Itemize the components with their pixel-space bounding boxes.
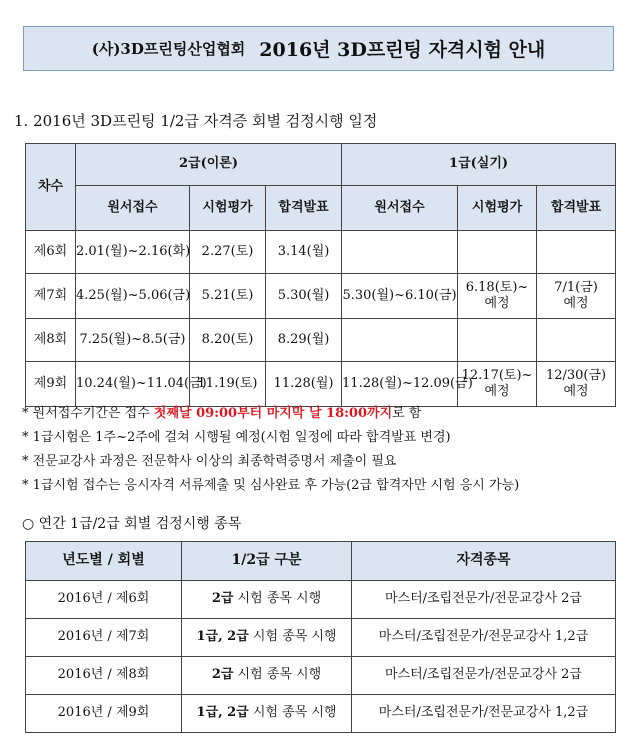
g1-result-cell: 12/30(금) 예정 [537, 362, 616, 407]
grade-cell [182, 619, 352, 657]
header-g1-apply: 원서접수 [342, 186, 458, 231]
round-cell: 제7회 [26, 274, 76, 319]
year-cell: 2016년 / 제9회 [26, 695, 182, 733]
note-item: * 1급시험 접수는 응시자격 서류제출 및 심사완료 후 가능(2급 합격자만 시험 응시 가능) [22, 478, 520, 493]
grade-rest: 시험 종목 시행 [248, 705, 337, 721]
g2-result-cell: 8.29(월) [266, 319, 342, 362]
g2-result-cell: 3.14(월) [266, 231, 342, 274]
grade-bold: 1급, 2급 [196, 629, 249, 645]
header-g1-result: 합격발표 [537, 186, 616, 231]
header-grade1: 1급(실기) [342, 144, 616, 186]
g2-result-cell: 11.28(월) [266, 362, 342, 407]
note-text: * 원서접수기간은 접수 [22, 406, 154, 421]
grade-bold: 2급 [211, 591, 234, 607]
association-name: (사)3D프린팅산업협회 [91, 40, 246, 58]
grade-cell [182, 581, 352, 619]
header-round: 차수 [26, 144, 76, 231]
g1-result-cell [537, 231, 616, 274]
g1-apply-cell [342, 319, 458, 362]
grade-cell [182, 695, 352, 733]
header-grade2: 2급(이론) [76, 144, 342, 186]
header-grade: 1/2급 구분 [182, 542, 352, 581]
grade-rest: 시험 종목 시행 [233, 591, 322, 607]
note-highlight: 첫째날 09:00부터 마지막 날 18:00까지 [153, 406, 393, 421]
g2-exam-cell: 2.27(토) [190, 231, 266, 274]
annual-table [25, 541, 616, 733]
g1-apply-cell [342, 231, 458, 274]
table-row [26, 274, 616, 319]
title-banner [23, 26, 614, 71]
page-title: 2016년 3D프린팅 자격시험 안내 [259, 39, 546, 61]
schedule-table [25, 143, 616, 407]
g2-apply-cell: 7.25(월)~8.5(금) [76, 319, 190, 362]
table-row [26, 362, 616, 407]
g1-apply-cell: 11.28(월)~12.09(금) [342, 362, 458, 407]
year-cell: 2016년 / 제6회 [26, 581, 182, 619]
g1-result-cell: 7/1(금) 예정 [537, 274, 616, 319]
year-cell: 2016년 / 제8회 [26, 657, 182, 695]
g1-exam-cell [458, 319, 537, 362]
header-g1-exam: 시험평가 [458, 186, 537, 231]
round-cell: 제8회 [26, 319, 76, 362]
note-item [22, 402, 519, 426]
section-heading-schedule: 1. 2016년 3D프린팅 1/2급 자격증 회별 검정시행 일정 [14, 112, 378, 130]
header-g2-exam: 시험평가 [190, 186, 266, 231]
table-row [26, 695, 616, 733]
grade-cell [182, 657, 352, 695]
grade-rest: 시험 종목 시행 [248, 629, 337, 645]
grade-bold: 1급, 2급 [196, 705, 249, 721]
g2-apply-cell: 2.01(월)~2.16(화) [76, 231, 190, 274]
section-heading-annual: ○ 연간 1급/2급 회별 검정시행 종목 [22, 516, 242, 532]
round-cell: 제6회 [26, 231, 76, 274]
note-item: * 전문교강사 과정은 전문학사 이상의 최종학력증명서 제출이 필요 [22, 454, 397, 469]
year-cell: 2016년 / 제7회 [26, 619, 182, 657]
table-row [26, 319, 616, 362]
g2-result-cell: 5.30(월) [266, 274, 342, 319]
g2-apply-cell: 10.24(월)~11.04(금) [76, 362, 190, 407]
items-cell: 마스터/조립전문가/전문교강사 1,2급 [352, 695, 616, 733]
g2-exam-cell: 5.21(토) [190, 274, 266, 319]
g1-apply-cell: 5.30(월)~6.10(금) [342, 274, 458, 319]
header-g2-result: 합격발표 [266, 186, 342, 231]
g2-apply-cell: 4.25(월)~5.06(금) [76, 274, 190, 319]
g1-exam-cell [458, 231, 537, 274]
grade-rest: 시험 종목 시행 [233, 667, 322, 683]
round-cell: 제9회 [26, 362, 76, 407]
items-cell: 마스터/조립전문가/전문교강사 2급 [352, 657, 616, 695]
notes-list [22, 402, 519, 498]
items-cell: 마스터/조립전문가/전문교강사 1,2급 [352, 619, 616, 657]
g2-exam-cell: 8.20(토) [190, 319, 266, 362]
note-text: 로 함 [392, 406, 422, 421]
note-item: * 1급시험은 1주~2주에 걸쳐 시행될 예정(시험 일정에 따라 합격발표 변경) [22, 430, 451, 445]
g1-result-cell [537, 319, 616, 362]
table-row [26, 657, 616, 695]
header-year: 년도별 / 회별 [26, 542, 182, 581]
header-g2-apply: 원서접수 [76, 186, 190, 231]
items-cell: 마스터/조립전문가/전문교강사 2급 [352, 581, 616, 619]
g1-exam-cell: 12.17(토)~ 예정 [458, 362, 537, 407]
table-row [26, 619, 616, 657]
table-row [26, 581, 616, 619]
table-row [26, 231, 616, 274]
g1-exam-cell: 6.18(토)~ 예정 [458, 274, 537, 319]
grade-bold: 2급 [211, 667, 234, 683]
header-items: 자격종목 [352, 542, 616, 581]
g2-exam-cell: 11.19(토) [190, 362, 266, 407]
